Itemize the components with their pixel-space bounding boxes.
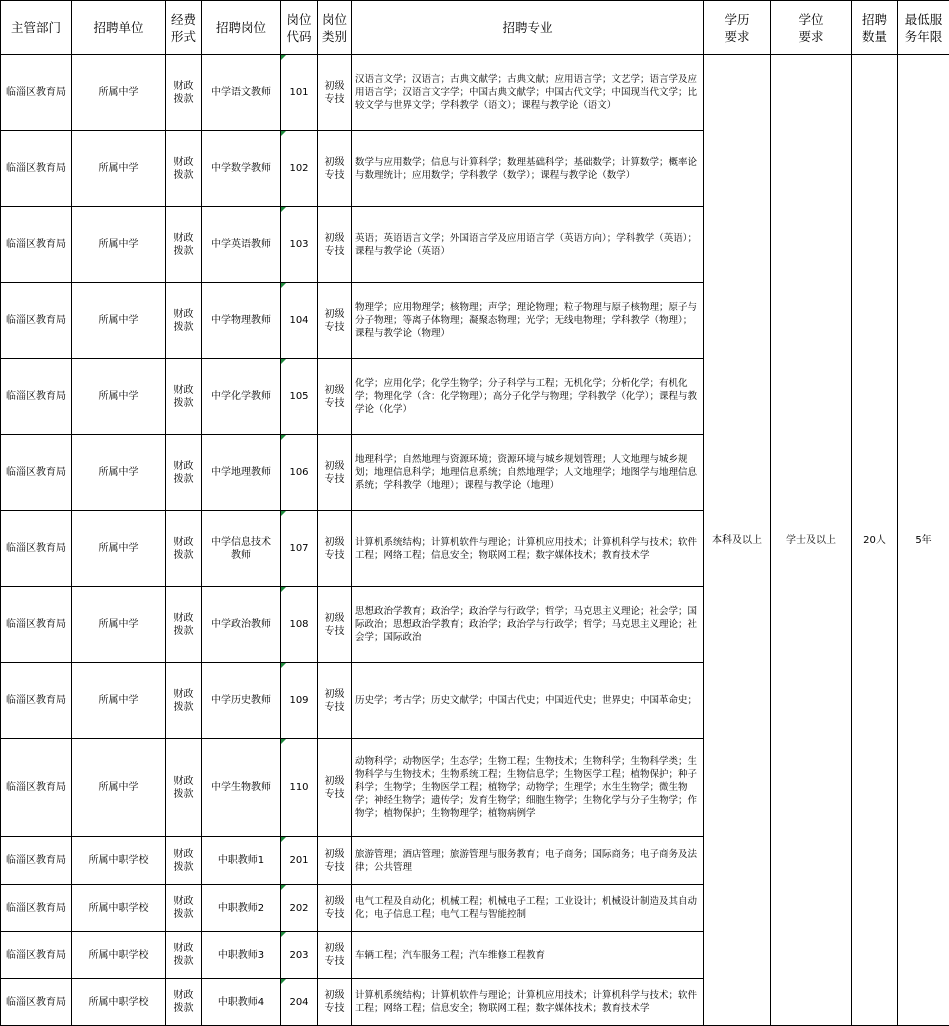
header-education	[704, 1, 771, 55]
cell-major: 思想政治学教育；政治学；政治学与行政学；哲学；马克思主义理论；社会学；国际政治；思想政治学教育；政治学；政治学与行政学；哲学；马克思主义理论；社会学；国际政治	[352, 587, 704, 663]
cell-post	[202, 663, 281, 739]
cell-post-text: 中职教师4	[207, 996, 275, 1009]
header-unit: 招聘单位	[72, 1, 166, 55]
cell-unit: 所属中学	[72, 587, 166, 663]
cell-major: 计算机系统结构；计算机软件与理论；计算机应用技术；计算机科学与技术；软件工程；网络工程；信息安全；物联网工程；数字媒体技术；教育技术学	[352, 979, 704, 1026]
cell-major: 数学与应用数学；信息与计算科学；数理基础科学；基础数学；计算数学；概率论与数理统计；应用数学；学科教学（数学）；课程与教学论（数学）	[352, 131, 704, 207]
cell-major: 汉语言文学；汉语言；古典文献学；古典文献；应用语言学；文艺学；语言学及应用语言学；汉语言文字学；中国古典文献学；中国古代文学；中国现当代文学；比较文学与世界文学；学科教学（语文）；课程与教学论（语文）	[352, 55, 704, 131]
cell-funding	[166, 283, 202, 359]
header-funding	[166, 1, 202, 55]
cell-post-text: 中学数学教师	[207, 162, 275, 175]
cell-category-text: 初级专技	[324, 942, 346, 968]
cell-funding-text: 财政拨款	[173, 989, 195, 1015]
cell-category	[318, 587, 352, 663]
cell-funding	[166, 885, 202, 932]
cell-major: 车辆工程；汽车服务工程；汽车维修工程教育	[352, 932, 704, 979]
cell-code: 103	[281, 207, 318, 283]
cell-category-text: 初级专技	[324, 460, 346, 486]
header-service-label: 最低服务年限	[902, 11, 946, 45]
cell-funding-text: 财政拨款	[173, 942, 195, 968]
cell-funding	[166, 359, 202, 435]
cell-category	[318, 837, 352, 885]
cell-category-text: 初级专技	[324, 80, 346, 106]
cell-category	[318, 131, 352, 207]
cell-funding-text: 财政拨款	[173, 536, 195, 562]
cell-funding	[166, 739, 202, 837]
header-row	[1, 1, 949, 55]
cell-post	[202, 511, 281, 587]
cell-funding-text: 财政拨款	[173, 775, 195, 801]
cell-funding-text: 财政拨款	[173, 308, 195, 334]
cell-major: 电气工程及自动化；机械工程；机械电子工程；工业设计；机械设计制造及其自动化；电子信息工程；电气工程与智能控制	[352, 885, 704, 932]
cell-major: 动物科学；动物医学；生态学；生物工程；生物技术；生物科学；生物科学类；生物科学与生物技术；生物系统工程；生物信息学；生物医学工程；植物保护；种子科学；生物学；生物医学工程；植物学；动物学；生理学；水生生物学；微生物学；神经生物学；遗传学；发育生物学；细胞生物学；生物化学与分子生物学；作物学；植物保护；生物物理学；植物病例学	[352, 739, 704, 837]
cell-code: 107	[281, 511, 318, 587]
header-degree-label: 学位要求	[797, 11, 825, 45]
cell-post	[202, 131, 281, 207]
cell-category-text: 初级专技	[324, 895, 346, 921]
cell-dept: 临淄区教育局	[1, 283, 72, 359]
cell-category-text: 初级专技	[324, 156, 346, 182]
cell-code: 202	[281, 885, 318, 932]
cell-dept: 临淄区教育局	[1, 739, 72, 837]
cell-unit: 所属中学	[72, 435, 166, 511]
cell-post-text: 中学英语教师	[207, 238, 275, 251]
cell-funding	[166, 511, 202, 587]
cell-dept: 临淄区教育局	[1, 663, 72, 739]
cell-funding-text: 财政拨款	[173, 848, 195, 874]
cell-unit: 所属中学	[72, 359, 166, 435]
cell-major: 化学；应用化学；化学生物学；分子科学与工程；无机化学；分析化学；有机化学；物理化学（含：化学物理）；高分子化学与物理；学科教学（化学）；课程与教学论（化学）	[352, 359, 704, 435]
cell-unit: 所属中学	[72, 511, 166, 587]
cell-funding-text: 财政拨款	[173, 384, 195, 410]
cell-post-text: 中学化学教师	[207, 390, 275, 403]
cell-unit: 所属中学	[72, 207, 166, 283]
header-funding-label: 经费形式	[170, 11, 198, 45]
cell-category	[318, 359, 352, 435]
cell-code: 106	[281, 435, 318, 511]
cell-dept: 临淄区教育局	[1, 837, 72, 885]
cell-education: 本科及以上	[704, 55, 771, 1026]
cell-code: 203	[281, 932, 318, 979]
cell-category-text: 初级专技	[324, 536, 346, 562]
cell-post-text: 中职教师3	[207, 949, 275, 962]
cell-dept: 临淄区教育局	[1, 55, 72, 131]
cell-dept: 临淄区教育局	[1, 131, 72, 207]
cell-funding	[166, 837, 202, 885]
cell-category	[318, 739, 352, 837]
cell-funding	[166, 979, 202, 1026]
cell-code: 108	[281, 587, 318, 663]
header-category	[318, 1, 352, 55]
cell-post	[202, 885, 281, 932]
cell-funding-text: 财政拨款	[173, 612, 195, 638]
cell-unit: 所属中职学校	[72, 979, 166, 1026]
cell-funding-text: 财政拨款	[173, 80, 195, 106]
header-code	[281, 1, 318, 55]
cell-post-text: 中学生物教师	[207, 781, 275, 794]
cell-post	[202, 979, 281, 1026]
cell-category	[318, 663, 352, 739]
cell-code: 104	[281, 283, 318, 359]
cell-code: 102	[281, 131, 318, 207]
table-row	[1, 55, 949, 131]
header-code-label: 岗位代码	[285, 11, 313, 45]
cell-post-text: 中学语文教师	[207, 86, 275, 99]
table-body	[1, 55, 949, 1026]
cell-post	[202, 932, 281, 979]
cell-post	[202, 359, 281, 435]
cell-funding	[166, 207, 202, 283]
cell-post-text: 中学信息技术教师	[207, 536, 275, 562]
cell-code: 204	[281, 979, 318, 1026]
cell-category-text: 初级专技	[324, 308, 346, 334]
cell-funding	[166, 131, 202, 207]
cell-post-text: 中学政治教师	[207, 618, 275, 631]
cell-major: 历史学；考古学；历史文献学；中国古代史；中国近代史；世界史；中国革命史；	[352, 663, 704, 739]
cell-count: 20人	[852, 55, 898, 1026]
cell-category	[318, 979, 352, 1026]
cell-funding	[166, 587, 202, 663]
cell-dept: 临淄区教育局	[1, 979, 72, 1026]
cell-post	[202, 435, 281, 511]
cell-service: 5年	[898, 55, 949, 1026]
cell-dept: 临淄区教育局	[1, 359, 72, 435]
cell-dept: 临淄区教育局	[1, 885, 72, 932]
cell-major: 物理学；应用物理学；核物理；声学；理论物理；粒子物理与原子核物理；原子与分子物理；等离子体物理；凝聚态物理；光学；无线电物理；学科教学（物理）；课程与教学论（物理）	[352, 283, 704, 359]
cell-major: 计算机系统结构；计算机软件与理论；计算机应用技术；计算机科学与技术；软件工程；网络工程；信息安全；物联网工程；数字媒体技术；教育技术学	[352, 511, 704, 587]
cell-post-text: 中职教师1	[207, 854, 275, 867]
cell-category-text: 初级专技	[324, 775, 346, 801]
cell-unit: 所属中职学校	[72, 885, 166, 932]
cell-category-text: 初级专技	[324, 688, 346, 714]
cell-category-text: 初级专技	[324, 612, 346, 638]
cell-category-text: 初级专技	[324, 232, 346, 258]
header-major: 招聘专业	[352, 1, 704, 55]
cell-dept: 临淄区教育局	[1, 207, 72, 283]
header-count	[852, 1, 898, 55]
cell-dept: 临淄区教育局	[1, 587, 72, 663]
cell-funding-text: 财政拨款	[173, 895, 195, 921]
header-post: 招聘岗位	[202, 1, 281, 55]
cell-funding	[166, 55, 202, 131]
header-dept: 主管部门	[1, 1, 72, 55]
cell-code: 109	[281, 663, 318, 739]
cell-post	[202, 283, 281, 359]
cell-category-text: 初级专技	[324, 989, 346, 1015]
cell-unit: 所属中学	[72, 283, 166, 359]
cell-dept: 临淄区教育局	[1, 435, 72, 511]
cell-dept: 临淄区教育局	[1, 932, 72, 979]
cell-post	[202, 587, 281, 663]
cell-post-text: 中学历史教师	[207, 694, 275, 707]
cell-degree: 学士及以上	[771, 55, 852, 1026]
cell-post	[202, 207, 281, 283]
cell-category	[318, 55, 352, 131]
cell-dept: 临淄区教育局	[1, 511, 72, 587]
cell-post	[202, 837, 281, 885]
cell-unit: 所属中学	[72, 739, 166, 837]
cell-funding-text: 财政拨款	[173, 460, 195, 486]
cell-post-text: 中职教师2	[207, 902, 275, 915]
cell-funding-text: 财政拨款	[173, 232, 195, 258]
header-education-label: 学历要求	[723, 11, 751, 45]
cell-category	[318, 435, 352, 511]
header-category-label: 岗位类别	[321, 11, 349, 45]
cell-unit: 所属中学	[72, 131, 166, 207]
cell-category-text: 初级专技	[324, 384, 346, 410]
cell-unit: 所属中学	[72, 663, 166, 739]
cell-funding	[166, 932, 202, 979]
header-count-label: 招聘数量	[861, 11, 889, 45]
cell-code: 101	[281, 55, 318, 131]
cell-funding	[166, 435, 202, 511]
cell-post	[202, 739, 281, 837]
cell-major: 地理科学；自然地理与资源环境；资源环境与城乡规划管理；人文地理与城乡规划；地理信息科学；地理信息系统；自然地理学；人文地理学；地图学与地理信息系统；学科教学（地理）；课程与教学论（地理）	[352, 435, 704, 511]
header-service	[898, 1, 949, 55]
cell-post-text: 中学物理教师	[207, 314, 275, 327]
cell-code: 105	[281, 359, 318, 435]
cell-category	[318, 511, 352, 587]
cell-major: 英语；英语语言文学；外国语言学及应用语言学（英语方向）；学科教学（英语）；课程与教学论（英语）	[352, 207, 704, 283]
cell-funding	[166, 663, 202, 739]
cell-category	[318, 885, 352, 932]
cell-category	[318, 207, 352, 283]
cell-funding-text: 财政拨款	[173, 156, 195, 182]
cell-category	[318, 283, 352, 359]
cell-code: 201	[281, 837, 318, 885]
cell-unit: 所属中职学校	[72, 837, 166, 885]
cell-major: 旅游管理；酒店管理；旅游管理与服务教育；电子商务；国际商务；电子商务及法律；公共管理	[352, 837, 704, 885]
cell-category-text: 初级专技	[324, 848, 346, 874]
cell-post	[202, 55, 281, 131]
header-degree	[771, 1, 852, 55]
cell-category	[318, 932, 352, 979]
cell-unit: 所属中职学校	[72, 932, 166, 979]
cell-funding-text: 财政拨款	[173, 688, 195, 714]
cell-code: 110	[281, 739, 318, 837]
cell-unit: 所属中学	[72, 55, 166, 131]
cell-post-text: 中学地理教师	[207, 466, 275, 479]
